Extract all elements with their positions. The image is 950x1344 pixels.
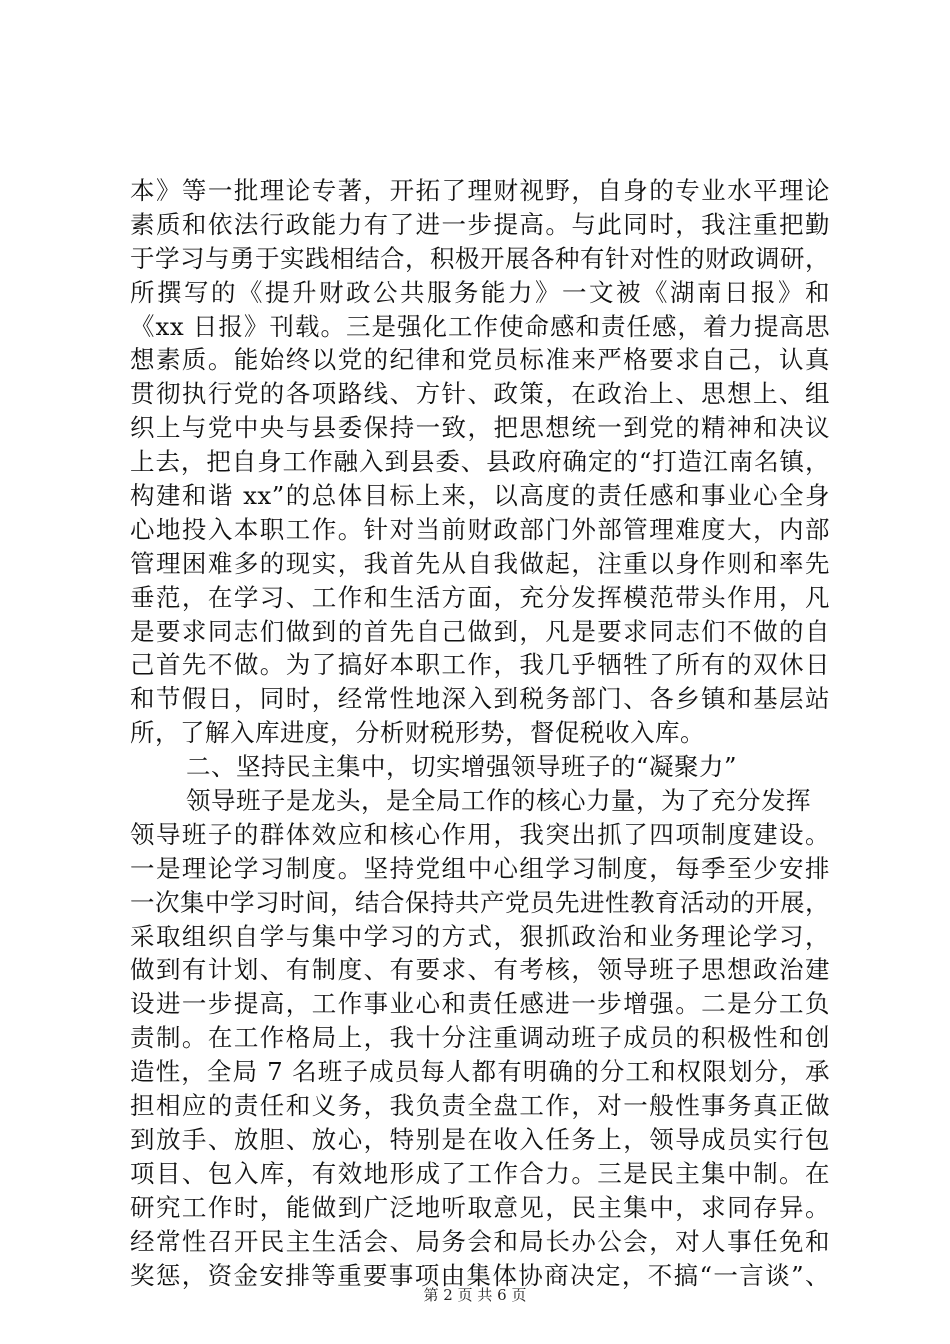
text-line: 做到有计划、有制度、有要求、有考核，领导班子思想政治建 bbox=[130, 955, 830, 985]
text-line: 构建和谐 xx”的总体目标上来，以高度的责任感和事业心全身 bbox=[130, 481, 830, 511]
text-line: 研究工作时，能做到广泛地听取意见，民主集中，求同存异。 bbox=[130, 1192, 830, 1222]
text-line: 领导班子的群体效应和核心作用，我突出抓了四项制度建设。 bbox=[130, 819, 830, 849]
text-line: 想素质。能始终以党的纪律和党员标准来严格要求自己，认真 bbox=[130, 345, 830, 375]
text-line: 垂范，在学习、工作和生活方面，充分发挥模范带头作用，凡 bbox=[130, 582, 830, 612]
text-line: 和节假日，同时，经常性地深入到税务部门、各乡镇和基层站 bbox=[130, 684, 830, 714]
text-line: 造性，全局 7 名班子成员每人都有明确的分工和权限划分，承 bbox=[130, 1057, 830, 1087]
text-line: 采取组织自学与集中学习的方式，狠抓政治和业务理论学习， bbox=[130, 921, 830, 951]
text-line: 责制。在工作格局上，我十分注重调动班子成员的积极性和创 bbox=[130, 1023, 830, 1053]
text-line: 《xx 日报》刊载。三是强化工作使命感和责任感，着力提高思 bbox=[130, 311, 830, 341]
page-number-footer: 第 2 页 共 6 页 bbox=[423, 1286, 527, 1304]
text-line: 本》等一批理论专著，开拓了理财视野，自身的专业水平理论 bbox=[130, 176, 830, 205]
text-line: 项目、包入库，有效地形成了工作合力。三是民主集中制。在 bbox=[130, 1158, 830, 1188]
paragraph-first-line: 领导班子是龙头，是全局工作的核心力量，为了充分发挥 bbox=[186, 786, 811, 816]
text-line: 经常性召开民主生活会、局务会和局长办公会，对人事任免和 bbox=[130, 1226, 830, 1256]
section-heading: 二、坚持民主集中，切实增强领导班子的“凝聚力” bbox=[186, 752, 738, 782]
text-line: 于学习与勇于实践相结合，积极开展各种有针对性的财政调研， bbox=[130, 243, 830, 273]
text-line: 是要求同志们做到的首先自己做到，凡是要求同志们不做的自 bbox=[130, 616, 830, 646]
text-line: 心地投入本职工作。针对当前财政部门外部管理难度大，内部 bbox=[130, 514, 830, 544]
text-line: 素质和依法行政能力有了进一步提高。与此同时，我注重把勤 bbox=[130, 209, 830, 239]
text-line: 管理困难多的现实，我首先从自我做起，注重以身作则和率先 bbox=[130, 548, 830, 578]
body-text bbox=[130, 174, 830, 1292]
text-line: 一是理论学习制度。坚持党组中心组学习制度，每季至少安排 bbox=[130, 853, 830, 883]
text-line: 上去，把自身工作融入到县委、县政府确定的“打造江南名镇， bbox=[130, 447, 830, 477]
text-line: 一次集中学习时间，结合保持共产党员先进性教育活动的开展， bbox=[130, 887, 830, 917]
text-line: 己首先不做。为了搞好本职工作，我几乎牺牲了所有的双休日 bbox=[130, 650, 830, 680]
text-line: 担相应的责任和义务，我负责全盘工作，对一般性事务真正做 bbox=[130, 1091, 830, 1121]
text-line: 所，了解入库进度，分析财税形势，督促税收入库。 bbox=[130, 718, 705, 748]
text-line: 织上与党中央与县委保持一致，把思想统一到党的精神和决议 bbox=[130, 413, 830, 443]
text-line: 奖惩，资金安排等重要事项由集体协商决定，不搞“一言谈”、 bbox=[130, 1260, 830, 1290]
text-line: 贯彻执行党的各项路线、方针、政策，在政治上、思想上、组 bbox=[130, 379, 830, 409]
text-line: 设进一步提高，工作事业心和责任感进一步增强。二是分工负 bbox=[130, 989, 830, 1019]
text-line: 所撰写的《提升财政公共服务能力》一文被《湖南日报》和 bbox=[130, 277, 830, 307]
text-line: 到放手、放胆、放心，特别是在收入任务上，领导成员实行包 bbox=[130, 1124, 830, 1154]
